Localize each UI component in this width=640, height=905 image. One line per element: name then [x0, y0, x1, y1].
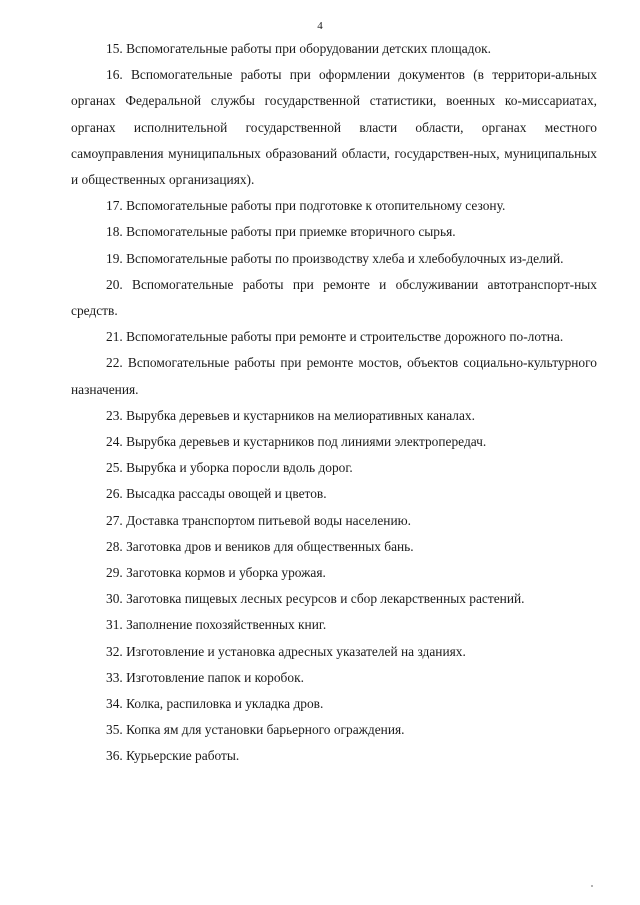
page-number: 4 [317, 20, 323, 32]
list-item-26: 26. Высадка рассады овощей и цветов. [106, 486, 327, 502]
list-item-25: 25. Вырубка и уборка поросли вдоль дорог. [106, 460, 353, 476]
list-item-29: 29. Заготовка кормов и уборка урожая. [106, 565, 326, 581]
list-item-15: 15. Вспомогательные работы при оборудовании детских площадок. [106, 41, 492, 56]
list-item-16: 16. Вспомогательные работы при оформлении документов (в территори-альных органах Федеральной службы государственной статистики, военных ко-миссариатах, органах исполнительной государственной власти области, органах местного самоуправления муниципальных образований области, государствен-ных, муниципальных и общественных организациях). [71, 67, 597, 188]
document-body [71, 36, 597, 770]
list-item-19: 19. Вспомогательные работы по производству хлеба и хлебобулочных из-делий. [106, 250, 564, 266]
scan-speck [591, 885, 593, 887]
list-item-22: 22. Вспомогательные работы при ремонте мостов, объектов социально-культурного назначения. [71, 355, 597, 397]
list-item-33: 33. Изготовление папок и коробок. [106, 669, 304, 685]
list-item-32: 32. Изготовление и установка адресных указателей на зданиях. [106, 643, 466, 659]
list-item-36: 36. Курьерские работы. [106, 748, 240, 764]
list-item-31: 31. Заполнение похозяйственных книг. [106, 617, 327, 633]
list-item-27: 27. Доставка транспортом питьевой воды населению. [106, 512, 411, 528]
list-item-18: 18. Вспомогательные работы при приемке вторичного сырья. [106, 224, 456, 240]
list-item-24: 24. Вырубка деревьев и кустарников под линиями электропередач. [106, 434, 487, 450]
list-item-20: 20. Вспомогательные работы при ремонте и обслуживании автотранспорт-ных средств. [71, 276, 597, 319]
list-item-30: 30. Заготовка пищевых лесных ресурсов и сбор лекарственных растений. [106, 591, 525, 607]
list-item-28: 28. Заготовка дров и веников для общественных бань. [106, 538, 414, 554]
list-item-17: 17. Вспомогательные работы при подготовке к отопительному сезону. [106, 198, 506, 214]
list-item-35: 35. Копка ям для установки барьерного ограждения. [106, 722, 405, 738]
list-item-23: 23. Вырубка деревьев и кустарников на мелиоративных каналах. [106, 407, 475, 423]
list-item-34: 34. Колка, распиловка и укладка дров. [106, 696, 324, 712]
list-item-21: 21. Вспомогательные работы при ремонте и строительстве дорожного по-лотна. [106, 329, 564, 345]
